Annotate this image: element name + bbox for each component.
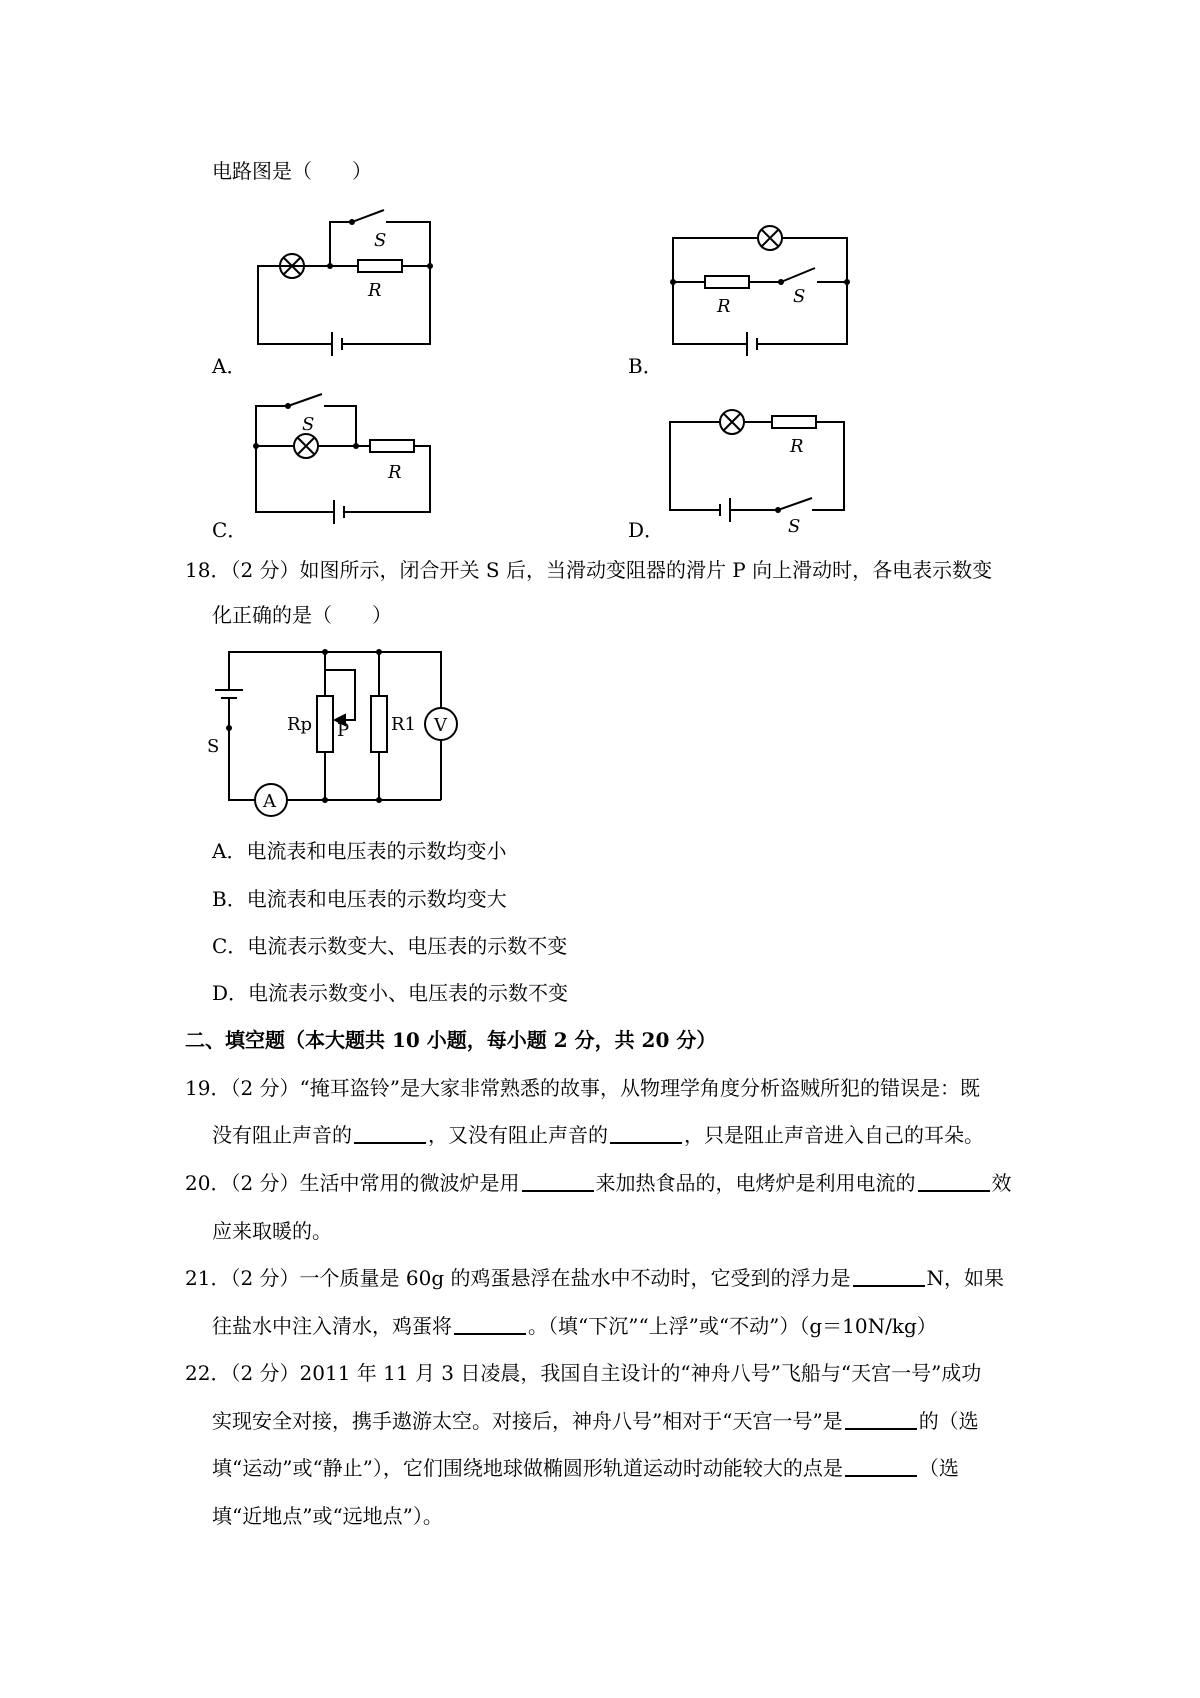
q20-line1 — [185, 1170, 1012, 1196]
q18-circuit — [205, 640, 465, 820]
q20-blank-2[interactable] — [918, 1172, 990, 1192]
q18-option-a: A．电流表和电压表的示数均变小 — [212, 839, 507, 863]
q17-option-a-circuit — [250, 200, 450, 370]
q19-text-a: 没有阻止声音的 — [212, 1123, 352, 1147]
q17-option-c-circuit — [248, 392, 448, 542]
q17-option-d-letter: D． — [628, 518, 665, 542]
q17a-switch-label: S — [374, 230, 387, 251]
q18-option-b: B．电流表和电压表的示数均变大 — [212, 887, 507, 911]
section-2-heading: 二、填空题（本大题共 10 小题，每小题 2 分，共 20 分） — [185, 1028, 717, 1052]
q19-text-c: ，只是阻止声音进入自己的耳朵。 — [684, 1123, 984, 1147]
q18-stem-line1: 18．（2 分）如图所示，闭合开关 S 后，当滑动变阻器的滑片 P 向上滑动时，各电表示数变 — [185, 558, 993, 582]
q18-stem-line2: 化正确的是（ ） — [212, 603, 392, 627]
q20-text-b: 来加热食品的，电烤炉是利用电流的 — [595, 1171, 916, 1195]
q19-line1: 19．（2 分）“掩耳盗铃”是大家非常熟悉的故事，从物理学角度分析盗贼所犯的错误是：既 — [185, 1076, 980, 1100]
q18-option-d: D．电流表示数变小、电压表的示数不变 — [212, 981, 569, 1005]
q22-line4: 填“近地点”或“远地点”）。 — [212, 1504, 443, 1528]
q18-ammeter-label: A — [263, 791, 276, 812]
q18-option-c: C．电流表示数变大、电压表的示数不变 — [212, 934, 568, 958]
q17-stem-tail: 电路图是（ ） — [212, 159, 372, 183]
q17c-resistor-label: R — [388, 462, 402, 483]
q17b-resistor-label: R — [717, 296, 731, 317]
q19-blank-1[interactable] — [354, 1124, 426, 1144]
q21-text-a: 21．（2 分）一个质量是 60g 的鸡蛋悬浮在盐水中不动时，它受到的浮力是 — [185, 1266, 851, 1290]
q17c-switch-label: S — [302, 414, 315, 435]
q20-text-c: 效 — [991, 1171, 1012, 1195]
q18-switch-label: S — [207, 736, 220, 757]
q22-text-d: （选 — [918, 1456, 959, 1480]
q20-line2: 应来取暖的。 — [212, 1219, 332, 1243]
q21-blank-1[interactable] — [853, 1267, 925, 1287]
q22-blank-1[interactable] — [845, 1410, 917, 1430]
q19-text-b: ，又没有阻止声音的 — [428, 1123, 608, 1147]
q22-line1: 22．（2 分）2011 年 11 月 3 日凌晨，我国自主设计的“神舟八号”飞船与“天宫一号”成功 — [185, 1361, 982, 1385]
q17d-switch-label: S — [788, 516, 801, 537]
q19-line2 — [212, 1122, 984, 1148]
q17-option-a-letter: A． — [212, 354, 247, 378]
q18-rp-label: Rp — [287, 714, 313, 735]
q18-p-label: P — [337, 720, 350, 741]
q19-blank-2[interactable] — [610, 1124, 682, 1144]
q17a-resistor-label: R — [368, 280, 382, 301]
q22-line2 — [212, 1408, 979, 1434]
q21-text-b: N，如果 — [926, 1266, 1004, 1290]
q17b-switch-label: S — [793, 286, 806, 307]
q20-blank-1[interactable] — [522, 1172, 594, 1192]
q18-r1-label: R1 — [391, 714, 417, 735]
q18-voltmeter-label: V — [434, 715, 447, 736]
q22-text-a: 实现安全对接，携手遨游太空。对接后，神舟八号”相对于“天宫一号”是 — [212, 1409, 843, 1433]
q22-text-c: 填“运动”或“静止”），它们围绕地球做椭圆形轨道运动时动能较大的点是 — [212, 1456, 843, 1480]
q20-text-a: 20．（2 分）生活中常用的微波炉是用 — [185, 1171, 520, 1195]
q22-line3 — [212, 1455, 959, 1481]
q17-option-b-circuit — [665, 220, 865, 370]
q21-text-c: 往盐水中注入清水，鸡蛋将 — [212, 1314, 452, 1338]
q21-line1 — [185, 1265, 1004, 1291]
q17-option-b-letter: B． — [628, 354, 663, 378]
q21-text-d: 。（填“下沉”“上浮”或“不动”）（g＝10N/kg） — [528, 1314, 937, 1338]
q17-option-c-letter: C． — [212, 518, 248, 542]
q22-blank-2[interactable] — [845, 1457, 917, 1477]
q21-line2 — [212, 1313, 937, 1339]
q17-option-d-circuit — [662, 408, 862, 538]
q22-text-b: 的（选 — [918, 1409, 979, 1433]
q17d-resistor-label: R — [790, 436, 804, 457]
q21-blank-2[interactable] — [454, 1315, 526, 1335]
